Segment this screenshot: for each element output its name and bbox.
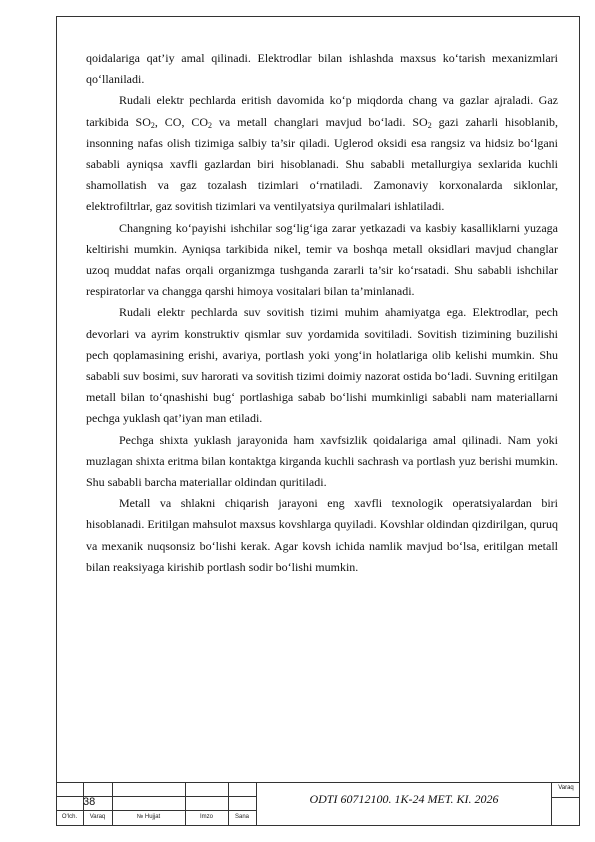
stamp-label-imzo: Imzo: [199, 814, 213, 820]
paragraph-cooling: Rudali elektr pechlarda suv sovitish tizimi muhim ahamiyatga ega. Elektrodlar, pech devorlari va ayrim konstruktiv qismlar suv yordamida sovitiladi. Sovitish tizimining buzilishi pech qoplamasining erishi, avariya, portlash yoki yong‘in holatlariga olib kelishi mumkin. Shu sababli suv bosimi, suv harorati va sovitish tizimi doimiy nazorat ostida bo‘ladi. Suvning eritilgan metall bilan to‘qnashishi bug‘ portlashiga sabab bo‘lishi mumkinligi sababli nam materiallarni pechga yuklash qat’iyan man etiladi.: [86, 305, 558, 426]
stamp-row-line: [56, 810, 256, 811]
document-code: ODTI 60712100. 1K-24 MET. KI. 2026: [309, 792, 499, 806]
paragraph-1: qoidalariga qat’iy amal qilinadi. Elektrodlar bilan ishlashda maxsus ko‘tarish mexanizmlari qo‘llaniladi.: [86, 51, 558, 87]
paragraph-dust: Changning ko‘payishi ishchilar sog‘lig‘iga zarar yetkazadi va kasbiy kasalliklarni yuzaga keltirishi mumkin. Ayniqsa tarkibida nikel, temir va boshqa metall oksidlari mavjud changlar uzoq muddat nafas orqali organizmga tushganda zararli ta’sir ko‘rsatadi. Shu sababli ishchilar respiratorlar va changga qarshi himoya vositalari bilan ta’minlanadi.: [86, 220, 558, 299]
stamp-label-sana: Sana: [234, 814, 249, 820]
page-number: 38: [83, 796, 96, 808]
stamp-label-olch: O‘lch.: [61, 814, 78, 820]
paragraph-tapping: Metall va shlakni chiqarish jarayoni eng xavfli texnologik operatsiyalardan biri hisoblanadi. Eritilgan mahsulot maxsus kovshlarga quyiladi. Kovshlar oldindan qizdirilgan, quruq va mexanik nuqsonsiz bo‘lishi kerak. Agar kovsh ichida namlik mavjud bo‘lsa, eritilgan metall bilan reaksiyaga kirishib portlash sodir bo‘lishi mumkin.: [86, 496, 558, 574]
stamp-row-line: [551, 797, 580, 798]
stamp-label-varaq: Varaq: [89, 814, 106, 820]
document-body: [86, 48, 558, 578]
paragraph-gases: Rudali elektr pechlarda eritish davomida ko‘p miqdorda chang va gazlar ajraladi. Gaz tarkibida $SO_2$, CO, $CO_2$ va metall changlari mavjud bo‘ladi. $SO_2$ gazi zaharli hisoblanib, insonning nafas olish tizimiga salbiy ta’sir qiladi. Uglerod oksidi esa rangsiz va hidsiz bo‘lgani sababli ayniqsa xavfli gazlardan biri hisoblanadi. Shu sababli metallurgiya sexlarida kuchli shamollatish va gaz tozalash tizimlari o‘rnatiladi. Zamonaviy korxonalarda siklonlar, elektrofiltrlar, gaz sovitish tizimlari va ventilyatsiya qurilmalari ishlatiladi.: [86, 93, 558, 214]
sheet-label: Varaq: [558, 785, 574, 791]
stamp-divider: [256, 782, 257, 826]
stamp-label-hujjat: № Hujjat: [136, 814, 161, 820]
paragraph-charge: Pechga shixta yuklash jarayonida ham xavfsizlik qoidalariga amal qilinadi. Nam yoki muzlagan shixta eritma bilan kontaktga kirganda kuchli sachrash va portlash yuz berishi mumkin. Shu sababli barcha materiallar oldindan quritiladi.: [86, 432, 558, 490]
